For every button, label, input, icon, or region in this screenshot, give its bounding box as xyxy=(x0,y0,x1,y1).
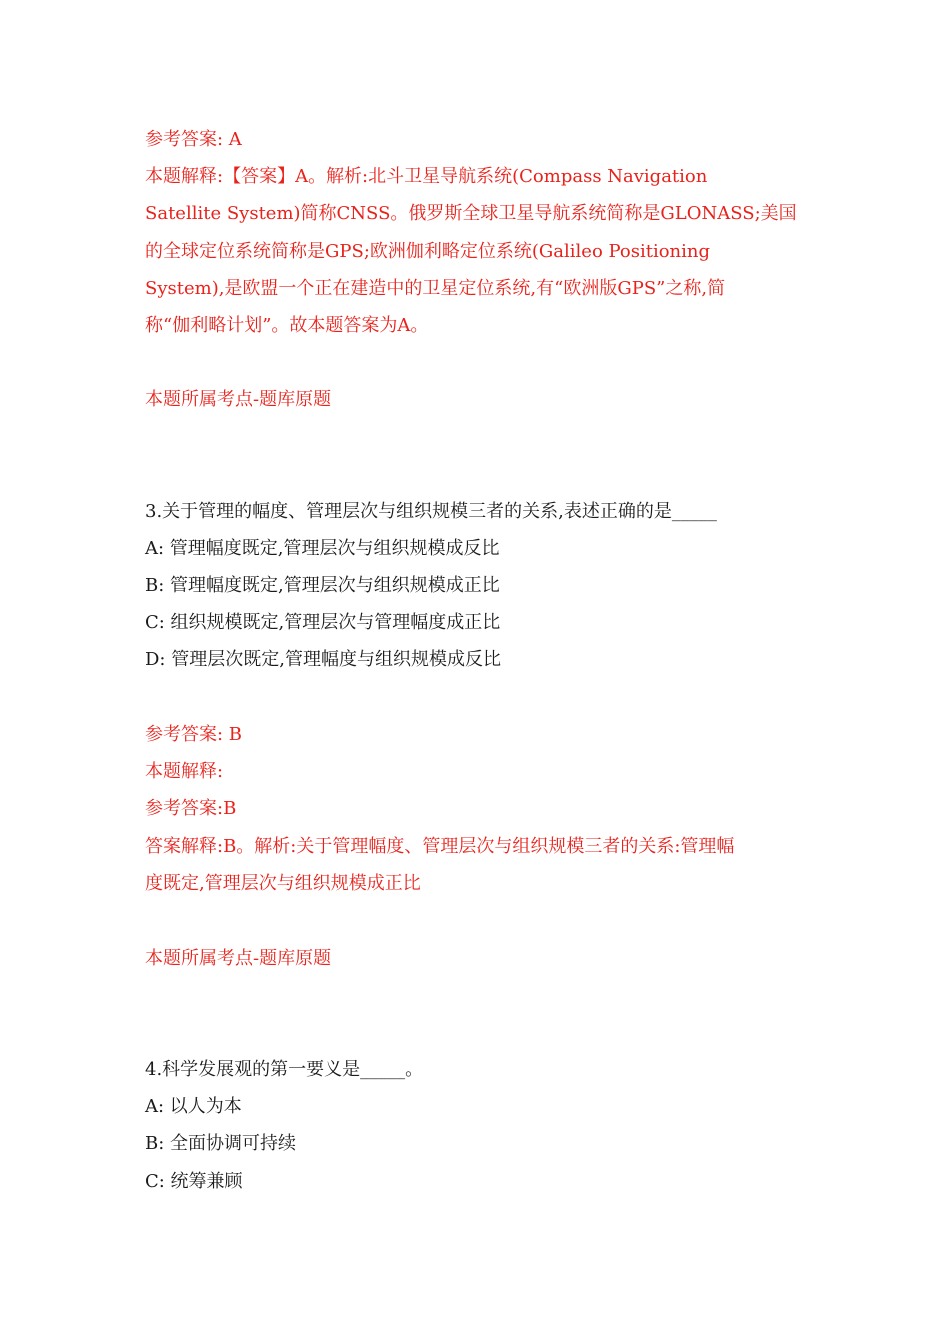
q3-answer-2: 参考答案:B xyxy=(145,798,237,819)
q2-explanation-line: Satellite System)简称CNSS。俄罗斯全球卫星导航系统简称是GLONASS;美国 xyxy=(145,203,797,224)
q3-explanation-label: 本题解释: xyxy=(145,761,224,782)
q2-source: 本题所属考点-题库原题 xyxy=(145,389,332,410)
q4-option-b: B: 全面协调可持续 xyxy=(145,1133,297,1154)
q2-explanation-line: 的全球定位系统简称是GPS;欧洲伽利略定位系统(Galileo Positioning xyxy=(145,241,711,262)
q4-option-c: C: 统筹兼顾 xyxy=(145,1171,243,1192)
q4-question: 4.科学发展观的第一要义是_____。 xyxy=(145,1059,424,1080)
q3-explanation-line: 答案解释:B。解析:关于管理幅度、管理层次与组织规模三者的关系:管理幅 xyxy=(145,836,735,857)
q3-answer: 参考答案: B xyxy=(145,724,243,745)
q3-source: 本题所属考点-题库原题 xyxy=(145,948,332,969)
q3-option-c: C: 组织规模既定,管理层次与管理幅度成正比 xyxy=(145,612,501,633)
q3-explanation-line: 度既定,管理层次与组织规模成正比 xyxy=(145,873,421,894)
q3-question: 3.关于管理的幅度、管理层次与组织规模三者的关系,表述正确的是_____ xyxy=(145,501,717,522)
q3-option-a: A: 管理幅度既定,管理层次与组织规模成反比 xyxy=(145,538,500,559)
q2-explanation-line: 称“伽利略计划”。故本题答案为A。 xyxy=(145,315,429,336)
q2-explanation-line: System),是欧盟一个正在建造中的卫星定位系统,有“欧洲版GPS”之称,简 xyxy=(145,278,726,299)
q3-option-b: B: 管理幅度既定,管理层次与组织规模成正比 xyxy=(145,575,500,596)
q3-option-d: D: 管理层次既定,管理幅度与组织规模成反比 xyxy=(145,649,501,670)
q2-answer: 参考答案: A xyxy=(145,129,242,150)
q4-option-a: A: 以人为本 xyxy=(145,1096,242,1117)
q2-explanation-line: 本题解释:【答案】A。解析:北斗卫星导航系统(Compass Navigation xyxy=(145,166,708,187)
